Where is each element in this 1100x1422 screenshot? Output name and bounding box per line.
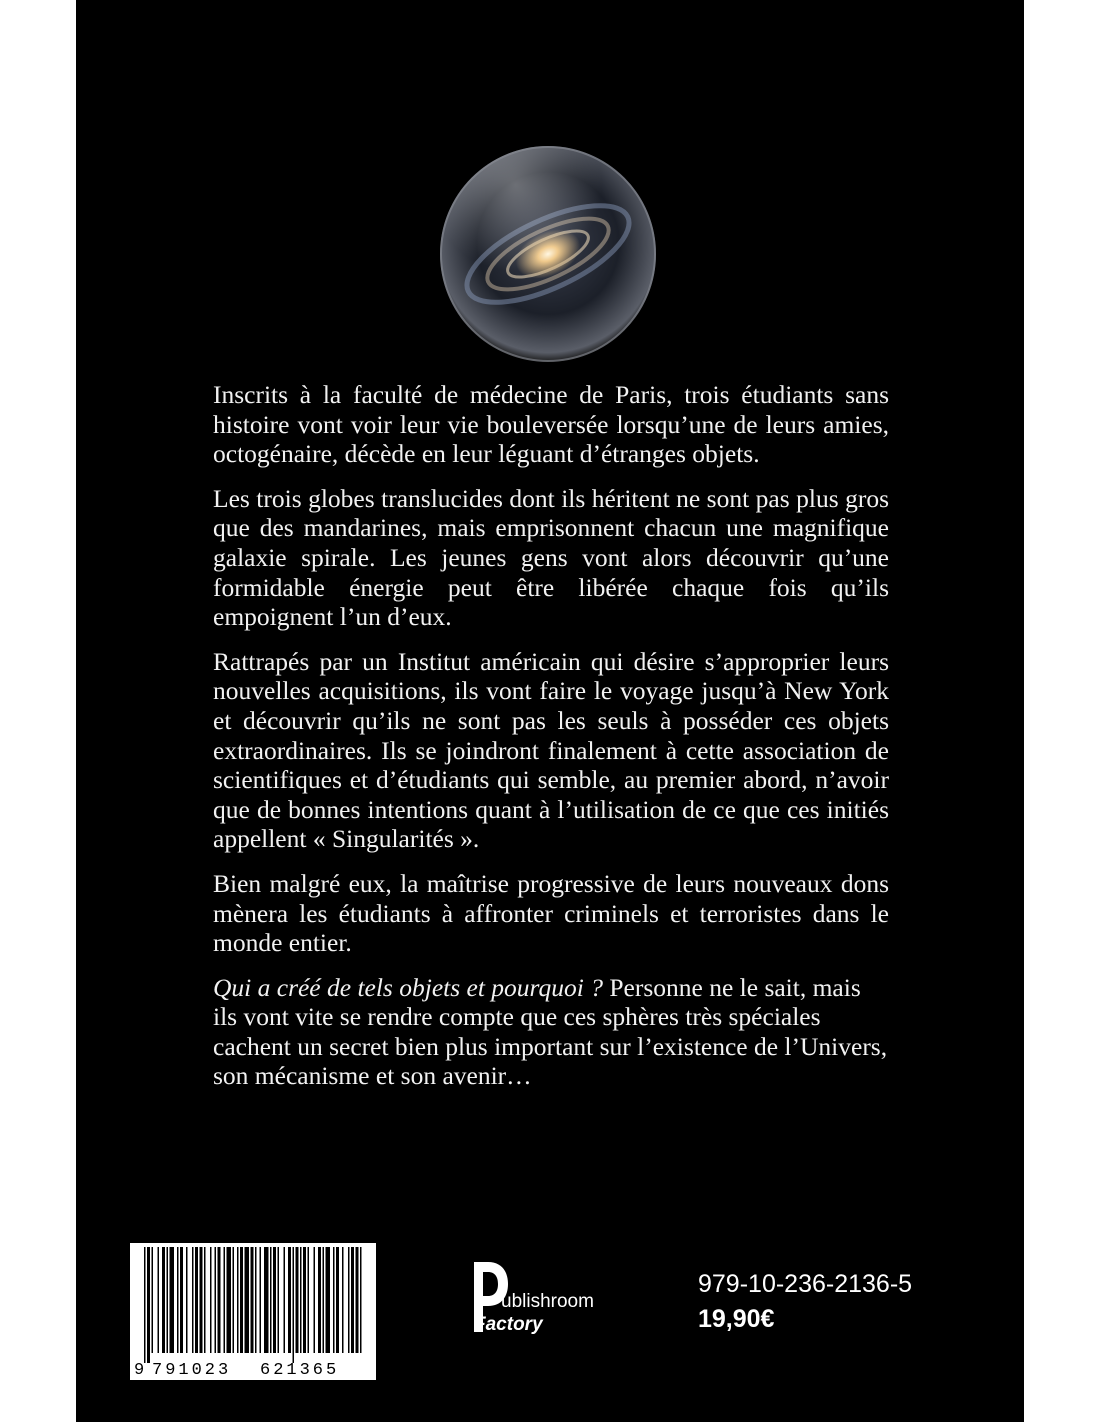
price: 19,90€ xyxy=(698,1305,775,1333)
back-cover-blurb xyxy=(213,380,889,1106)
publisher-factory: Factory xyxy=(474,1314,543,1335)
blurb-paragraph-1: Inscrits à la faculté de médecine de Paris, trois étudiants sans histoire vont voir leur vie bouleversée lorsqu’une de leurs amies, octogénaire, décède en leur léguant d’étranges objets. xyxy=(213,380,889,469)
blurb-paragraph-5-text: Personne ne le sait, mais ils vont vite se rendre compte que ces sphères très spéciales cachent un secret bien plus important sur l’existence de l’Univers, son mécanisme et son avenir… xyxy=(213,972,888,1091)
barcode-digits-group-1: 791023 xyxy=(152,1361,232,1380)
publisher-name: ublishroom xyxy=(501,1291,594,1312)
barcode-digits-group-2: 621365 xyxy=(260,1361,340,1380)
isbn-number: 979-10-236-2136-5 xyxy=(698,1270,913,1298)
isbn-barcode xyxy=(130,1243,376,1380)
blurb-question: Qui a créé de tels objets et pourquoi ? xyxy=(213,972,603,1002)
barcode-digit-prefix: 9 xyxy=(134,1361,145,1380)
blurb-paragraph-5 xyxy=(213,973,889,1091)
blurb-paragraph-4: Bien malgré eux, la maîtrise progressive de leurs nouveaux dons mènera les étudiants à affronter criminels et terroristes dans le monde entier. xyxy=(213,868,889,958)
blurb-paragraph-2: Les trois globes translucides dont ils héritent ne sont pas plus gros que des mandarines, mais emprisonnent chacun une magnifique galaxie spirale. Les jeunes gens vont alors découvrir qu’une formidable énergie peut être libérée chaque fois qu’ils empoignent l’un d’eux. xyxy=(213,483,889,632)
blurb-paragraph-3: Rattrapés par un Institut américain qui désire s’approprier leurs nouvelles acquisitions, ils vont faire le voyage jusqu’à New York et découvrir qu’ils ne sont pas les seuls à posséder ces objets extraordinaires. Ils se joindront finalement à cette association de scientifiques et d’étudiants qui semble, au premier abord, n’avoir que de bonnes intentions quant à l’utilisation de ce que ces initiés appellent « Singularités ». xyxy=(213,646,889,854)
galaxy-globe-icon xyxy=(437,143,659,365)
publisher-logo xyxy=(470,1258,610,1373)
